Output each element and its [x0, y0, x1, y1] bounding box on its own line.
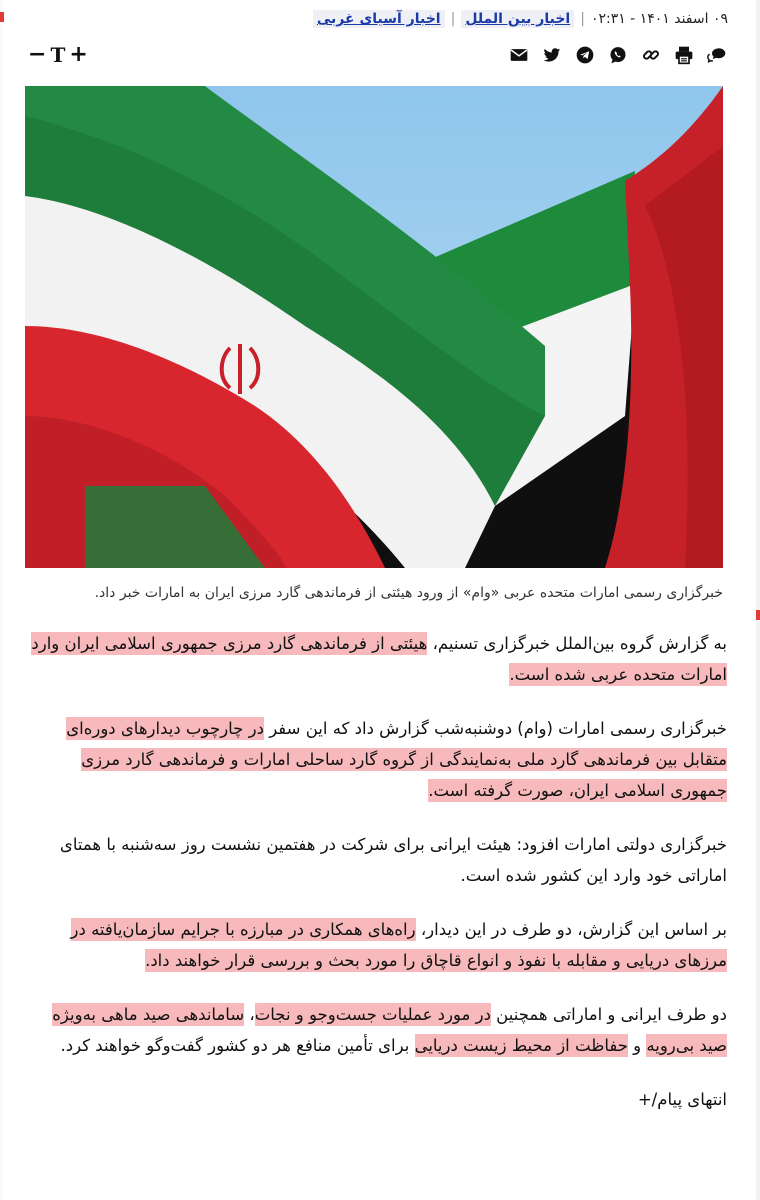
publish-date: ۰۹ اسفند ۱۴۰۱ - ۰۲:۳۱	[590, 11, 728, 27]
paragraph	[25, 713, 727, 806]
paragraph-text: خبرگزاری رسمی امارات (وام) دوشنبه‌شب گزارش داد که این سفر	[263, 719, 727, 738]
font-size-controls	[28, 42, 88, 68]
paragraph	[25, 999, 727, 1061]
meta-separator: |	[580, 11, 585, 27]
paragraph-text: بر اساس این گزارش، دو طرف در این دیدار،	[415, 920, 727, 939]
twitter-icon[interactable]	[541, 44, 563, 66]
meta-separator: |	[450, 11, 456, 27]
article-meta	[313, 10, 728, 28]
font-increase-button[interactable]: +	[69, 42, 88, 67]
print-icon[interactable]	[673, 44, 695, 66]
edge-marker	[756, 610, 760, 620]
highlighted-text: در چارچوب دیدارهای دوره‌ای متقابل بین فرماندهی گارد ملی به‌نمایندگی از گروه گارد ساحلی امارات و فرماندهی گارد مرزی جمهوری اسلامی ایران، صورت گرفته است.	[66, 719, 727, 800]
whatsapp-icon[interactable]	[607, 44, 629, 66]
article-hero-image	[25, 86, 723, 568]
paragraph-text: دو طرف ایرانی و اماراتی همچنین	[490, 1005, 727, 1024]
paragraph: خبرگزاری دولتی امارات افزود: هیئت ایرانی برای شرکت در هفتمین نشست روز سه‌شنبه با همتای اماراتی خود وارد این کشور شده است.	[59, 835, 727, 885]
category-link-international[interactable]: اخبار بین الملل	[461, 10, 574, 28]
paragraph	[25, 628, 727, 690]
email-icon[interactable]	[508, 44, 530, 66]
share-toolbar	[508, 42, 728, 68]
highlighted-text: راه‌های همکاری در مبارزه با جرایم سازمان‌یافته در مرزهای دریایی و مقابله با نفوذ و انواع قاچاق را مورد بحث و بررسی قرار خواهند داد.	[70, 920, 727, 970]
category-link-west-asia[interactable]: اخبار آسیای غربی	[313, 10, 445, 28]
highlighted-text: در مورد عملیات جست‌وجو و نجات	[254, 1005, 491, 1024]
paragraph	[25, 914, 727, 976]
flags-photo	[25, 86, 723, 568]
font-size-icon: T	[50, 43, 66, 67]
end-of-message: انتهای پیام/+	[637, 1090, 727, 1109]
highlighted-text: هیئتی از فرماندهی گارد مرزی جمهوری اسلامی ایران وارد امارات متحده عربی شده است.	[31, 634, 727, 684]
paragraph-text: و	[627, 1036, 647, 1055]
paragraph-text: ،	[244, 1005, 255, 1024]
highlighted-text: حفاظت از محیط زیست دریایی	[414, 1036, 628, 1055]
telegram-icon[interactable]	[574, 44, 596, 66]
article-body	[25, 628, 727, 1138]
paragraph-text: به گزارش گروه بین‌الملل خبرگزاری تسنیم،	[427, 634, 727, 653]
edge-marker	[0, 12, 4, 22]
font-decrease-button[interactable]: −	[28, 42, 47, 67]
copy-link-icon[interactable]	[640, 44, 662, 66]
paragraph-text: برای تأمین منافع هر دو کشور گفت‌وگو خواهند کرد.	[60, 1036, 415, 1055]
image-caption: خبرگزاری رسمی امارات متحده عربی «وام» از ورود هیئتی از فرماندهی گارد مرزی ایران به امارات خبر داد.	[94, 585, 723, 601]
comment-icon[interactable]	[706, 44, 728, 66]
page-edge-right	[756, 0, 760, 1200]
page-edge-left	[0, 0, 3, 1200]
highlighted-text: ساماندهی صید ماهی به‌ویژه صید بی‌رویه	[52, 1005, 727, 1055]
